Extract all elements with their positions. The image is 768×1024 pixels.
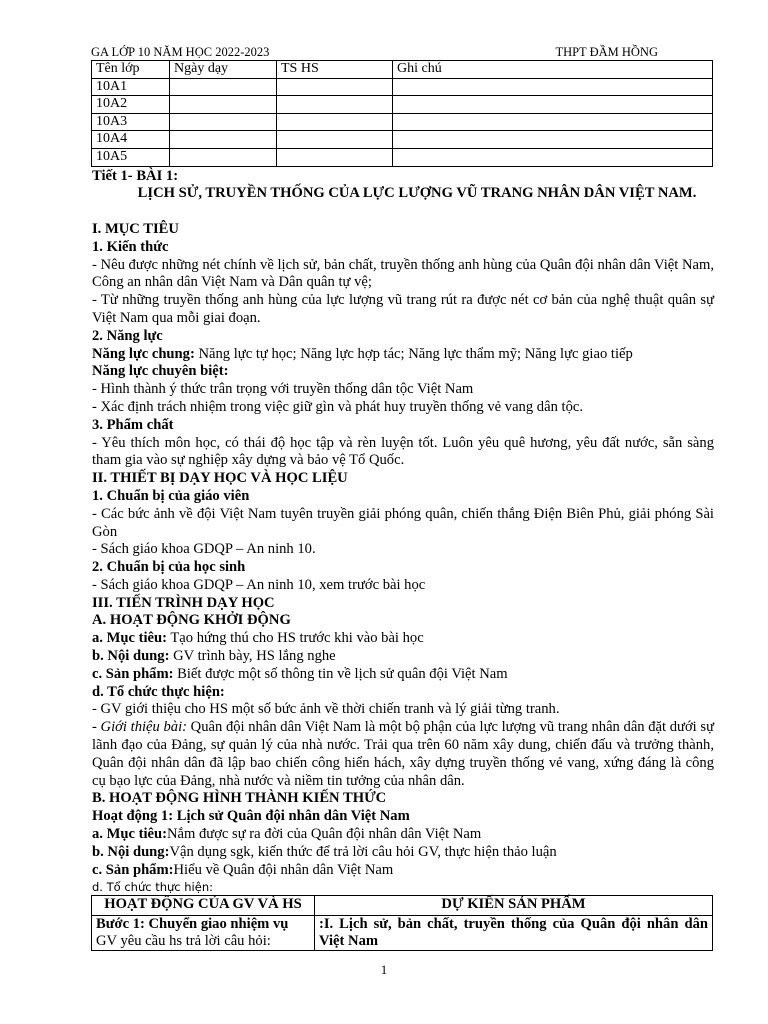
page-header	[91, 44, 714, 60]
inline-label: d. Tổ chức thực hiện:	[92, 683, 225, 700]
section-heading: II. THIẾT BỊ DẠY HỌC VÀ HỌC LIỆU	[92, 470, 348, 487]
inline-text: Nắm được sự ra đời của Quân đội nhân dân Việt Nam	[166, 826, 482, 843]
table-row	[92, 78, 713, 96]
table-header-cell: Ghi chú	[393, 61, 713, 79]
table-cell	[277, 131, 393, 149]
table-cell	[277, 113, 393, 131]
table-cell: 10A2	[92, 96, 170, 114]
paragraph	[92, 719, 714, 790]
inline-text: Vận dụng sgk, kiến thức để trả lời câu hỏi GV, thực hiện thảo luận	[169, 843, 557, 860]
table-cell	[170, 96, 277, 114]
paragraph: d. Tổ chức thực hiện:	[92, 880, 213, 895]
table-header-cell: Ngày dạy	[170, 61, 277, 79]
table-row	[92, 131, 713, 149]
table-header-row	[92, 61, 713, 79]
inline-text: Biết được một số thông tin về lịch sử quân đội Việt Nam	[173, 665, 508, 682]
table-header-cell: DỰ KIẾN SẢN PHẨM	[315, 896, 713, 916]
inline-label: Năng lực chuyên biệt:	[92, 363, 229, 380]
lesson-body	[92, 168, 714, 952]
paragraph	[92, 826, 714, 844]
header-right: THPT ĐẦM HỒNG	[555, 45, 658, 59]
table-cell: 10A5	[92, 148, 170, 166]
table-cell: 10A4	[92, 131, 170, 149]
lesson-number: Tiết 1- BÀI 1:	[92, 167, 179, 184]
table-header-row	[92, 896, 713, 916]
table-cell	[277, 78, 393, 96]
inline-text: Hiểu về Quân đội nhân dân Việt Nam	[173, 861, 394, 878]
page-number: 1	[380, 963, 388, 977]
subsection-heading: 2. Chuẩn bị của học sinh	[92, 559, 246, 576]
table-cell: :I. Lịch sử, bản chất, truyền thống của Quân đội nhân dân Việt Nam	[315, 916, 713, 951]
paragraph: - Các bức ảnh về đội Việt Nam tuyên truyền giải phóng quân, chiến thắng Điện Biên Phủ, giải phóng Sài Gòn	[92, 505, 714, 540]
section-heading: I. MỤC TIÊU	[92, 220, 179, 237]
paragraph: - Yêu thích môn học, có thái độ học tập và rèn luyện tốt. Luôn yêu quê hương, yêu đất nước, sẵn sàng tham gia vào sự nghiệp xây dựng và bảo vệ Tổ Quốc.	[92, 434, 714, 469]
subsection-heading: 3. Phẩm chất	[92, 416, 174, 433]
table-cell	[393, 78, 713, 96]
paragraph: - Hình thành ý thức trân trọng với truyền thống dân tộc Việt Nam	[92, 381, 474, 398]
inline-label: c. Sản phẩm:	[92, 665, 174, 682]
paragraph	[92, 648, 714, 666]
table-cell	[170, 78, 277, 96]
table-cell	[393, 113, 713, 131]
inline-label: Năng lực chung:	[92, 345, 195, 362]
step-text: GV yêu cầu hs trả lời câu hỏi:	[96, 933, 271, 950]
table-row	[92, 113, 713, 131]
table-cell	[170, 113, 277, 131]
section-heading: III. TIẾN TRÌNH DẠY HỌC	[92, 594, 275, 611]
table-cell	[170, 148, 277, 166]
inline-label: b. Nội dung:	[92, 843, 170, 860]
inline-label: c. Sản phẩm:	[92, 861, 174, 878]
table-header-cell: HOẠT ĐỘNG CỦA GV VÀ HS	[92, 896, 315, 916]
table-cell	[393, 131, 713, 149]
paragraph	[92, 862, 714, 880]
subsection-heading: 1. Chuẩn bị của giáo viên	[92, 487, 250, 504]
table-cell	[277, 148, 393, 166]
inline-label: a. Mục tiêu:	[92, 826, 167, 843]
table-cell	[92, 916, 315, 951]
table-cell: 10A3	[92, 113, 170, 131]
blank-line	[92, 203, 714, 221]
inline-label: - Giới thiệu bài:	[92, 719, 187, 736]
table-row	[92, 148, 713, 166]
document-page	[92, 44, 714, 951]
inline-label: a. Mục tiêu:	[92, 630, 167, 647]
paragraph: - Sách giáo khoa GDQP – An ninh 10.	[92, 541, 316, 558]
lesson-title: LỊCH SỬ, TRUYỀN THỐNG CỦA LỰC LƯỢNG VŨ TRANG NHÂN DÂN VIỆT NAM.	[137, 185, 697, 202]
table-row	[92, 916, 713, 951]
class-schedule-table	[91, 60, 713, 167]
subsection-heading: A. HOẠT ĐỘNG KHỞI ĐỘNG	[92, 612, 291, 629]
table-header-cell: Tên lớp	[92, 61, 170, 79]
inline-text: Quân đội nhân dân Việt Nam là một bộ phận của lực lượng vũ trang nhân dân đặt dưới sự lãnh đạo của Đảng, sự quản lý của nhà nước. Trải qua trên 60 năm xây dung, chiến đấu và trưởng thành, Quân đội nhân dân đã lập bao chiến công hiển hách, xây dựng truyền thống vẻ vang, xứng đáng là công cụ bạo lực của Đảng, nhà nước và niềm tin tưởng của nhân dân.	[92, 719, 714, 789]
table-cell	[393, 148, 713, 166]
subsection-heading: B. HOẠT ĐỘNG HÌNH THÀNH KIẾN THỨC	[92, 790, 387, 807]
table-header-cell: TS HS	[277, 61, 393, 79]
inline-label: b. Nội dung:	[92, 648, 170, 665]
paragraph	[92, 346, 714, 364]
paragraph: - GV giới thiệu cho HS một số bức ảnh về thời chiến tranh và lý giải từng tranh.	[92, 701, 560, 718]
paragraph: - Xác định trách nhiệm trong việc giữ gìn và phát huy truyền thống vẻ vang dân tộc.	[92, 398, 583, 415]
step-label: Bước 1: Chuyển giao nhiệm vụ	[96, 916, 289, 933]
table-cell: 10A1	[92, 78, 170, 96]
table-cell	[393, 96, 713, 114]
header-left: GA LỚP 10 NĂM HỌC 2022-2023	[91, 45, 270, 59]
table-cell	[170, 131, 277, 149]
paragraph	[92, 844, 714, 862]
subsection-heading: 1. Kiến thức	[92, 238, 169, 255]
activity-table	[91, 895, 713, 951]
paragraph: - Từ những truyền thống anh hùng của lực lượng vũ trang rút ra được nét cơ bản của nghệ thuật quân sự Việt Nam qua mỗi giai đoạn.	[92, 292, 714, 326]
table-row	[92, 96, 713, 114]
inline-text: Năng lực tự học; Năng lực hợp tác; Năng lực thẩm mỹ; Năng lực giao tiếp	[194, 345, 633, 362]
paragraph: - Sách giáo khoa GDQP – An ninh 10, xem trước bài học	[92, 576, 426, 593]
paragraph: - Nêu được những nét chính về lịch sử, bản chất, truyền thống anh hùng của Quân đội nhân dân Việt Nam, Công an nhân dân Việt Nam và Dân quân tự vệ;	[92, 256, 714, 291]
table-cell	[277, 96, 393, 114]
inline-text: Tạo hứng thú cho HS trước khi vào bài học	[166, 630, 424, 647]
paragraph	[92, 630, 714, 648]
inline-text: GV trình bày, HS lắng nghe	[169, 648, 336, 665]
subsection-heading: 2. Năng lực	[92, 327, 163, 344]
activity-heading: Hoạt động 1: Lịch sử Quân đội nhân dân Việt Nam	[92, 808, 410, 825]
paragraph	[92, 666, 714, 684]
